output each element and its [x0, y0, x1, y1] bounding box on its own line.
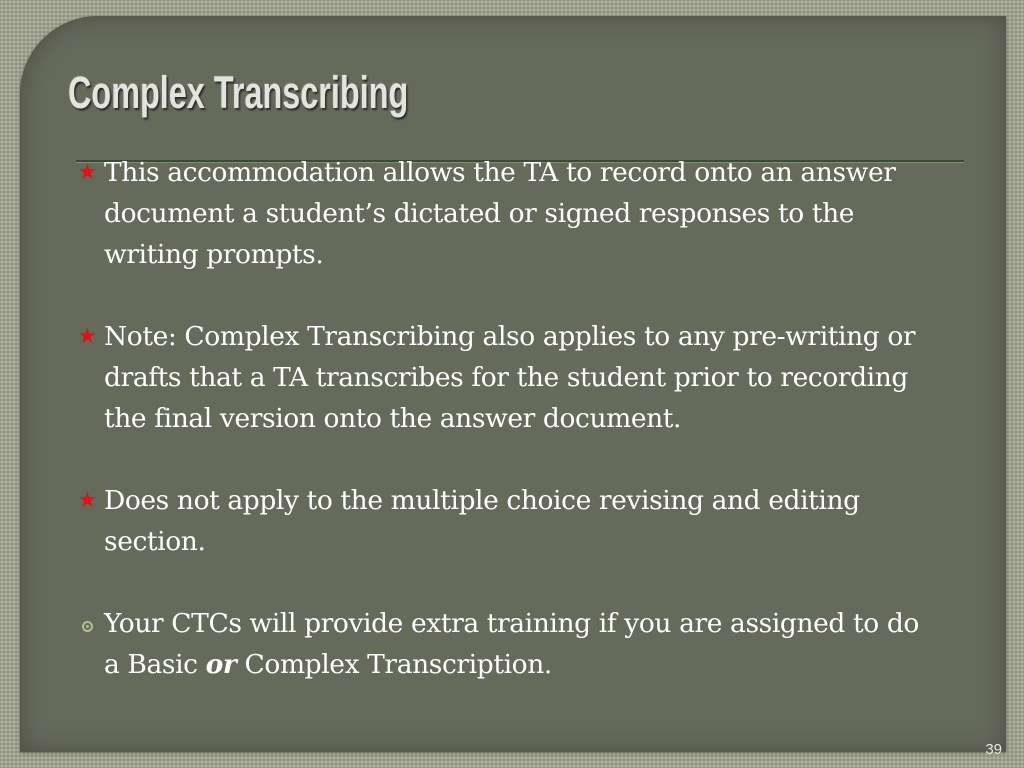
slide-number: 39 — [985, 741, 1002, 758]
bullet-text: This accommodation allows the TA to record onto an answer document a student’s dictated or signed responses to the writing prompts. — [104, 157, 896, 270]
bullet-text: Note: Complex Transcribing also applies to any pre-writing or drafts that a TA transcribes for the student prior to recording the final version onto the answer document. — [104, 321, 916, 434]
red-star-icon: ★ — [77, 488, 97, 513]
red-star-icon: ★ — [77, 160, 97, 185]
red-star-icon: ★ — [77, 324, 97, 349]
bullet-text-after: Complex Transcription. — [236, 649, 552, 680]
bullet-emphasis: or — [205, 649, 237, 680]
bullet-item-multiple-choice — [72, 480, 942, 562]
slide-title: Complex Transcribing — [68, 67, 409, 118]
bullet-text: Does not apply to the multiple choice revising and editing section. — [104, 485, 860, 557]
bullet-list — [72, 152, 942, 685]
ring-bullet-icon — [72, 603, 102, 644]
bullet-item-record-onto-answer-document — [72, 152, 942, 275]
bullet-item-ctc-training — [72, 603, 942, 685]
bullet-text-before: Your CTCs will provide extra training if you are assigned to do a Basic — [104, 608, 919, 680]
bullet-item-note-pre-writing — [72, 316, 942, 439]
